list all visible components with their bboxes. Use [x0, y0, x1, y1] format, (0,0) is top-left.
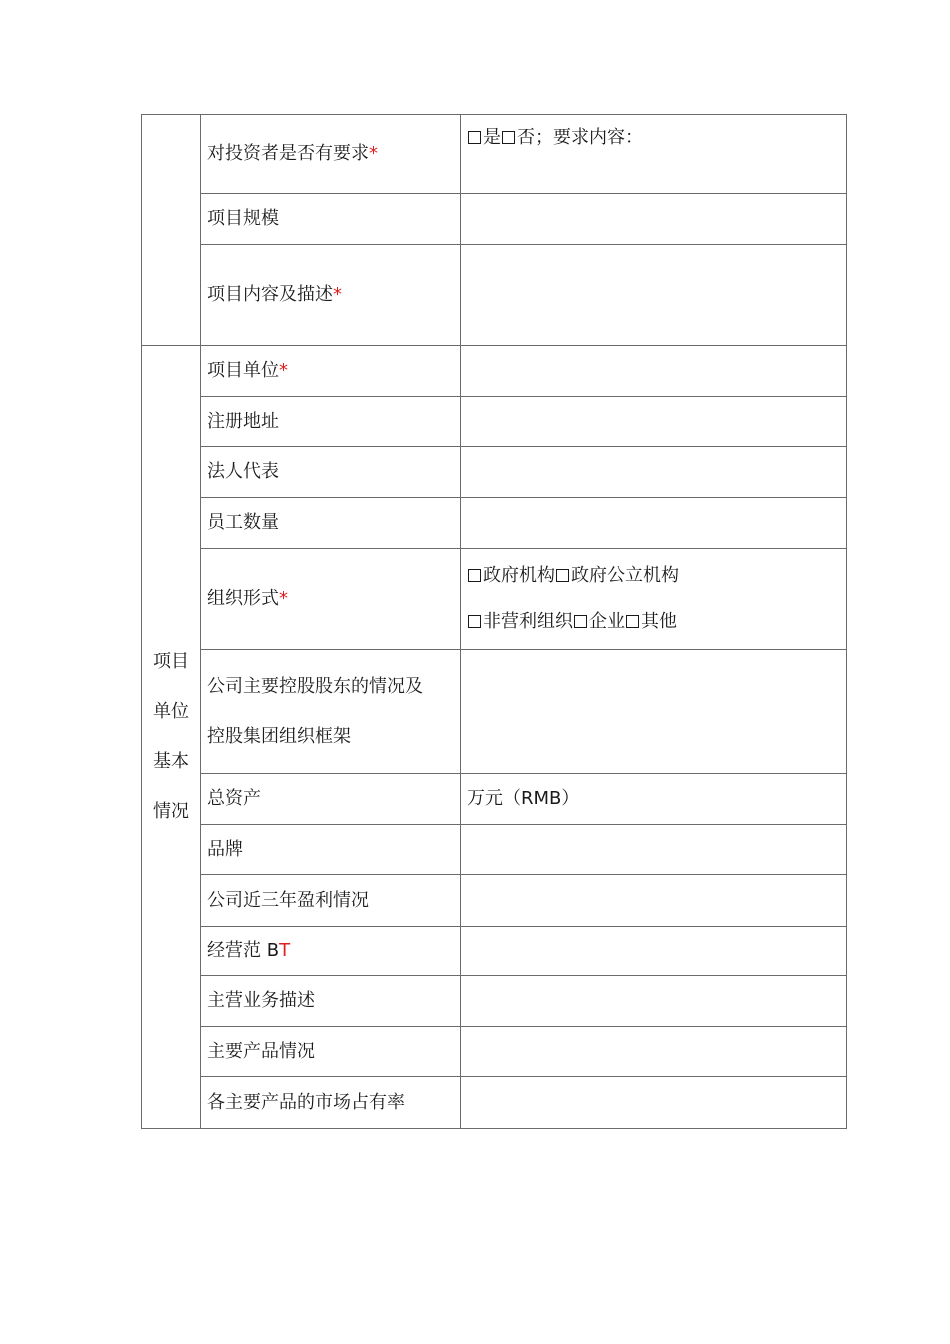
option-yes-label: 是 — [483, 127, 501, 148]
form-row-market-share — [142, 1077, 847, 1129]
input-shareholders[interactable] — [461, 650, 847, 774]
registered-address-label: 注册地址 — [207, 410, 279, 432]
label-cell-project-content — [201, 245, 461, 346]
section-title-cell — [142, 346, 201, 1129]
form-row-shareholders — [142, 650, 847, 774]
label-cell-project-unit — [201, 346, 461, 397]
form-row-registered-address — [142, 397, 847, 447]
form-row-project-scale — [142, 194, 847, 245]
option-nonprofit: 非营利组织 — [483, 611, 573, 632]
input-registered-address[interactable] — [461, 397, 847, 447]
input-business-scope[interactable] — [461, 927, 847, 976]
form-row-main-business — [142, 976, 847, 1027]
section-cell-blank — [142, 115, 201, 346]
form-row-employee-count — [142, 498, 847, 549]
market-share-label: 各主要产品的市场占有率 — [207, 1091, 405, 1113]
section-title-line: 项目 — [153, 651, 189, 672]
total-assets-unit: 万元（RMB） — [467, 788, 580, 810]
value-cell-investor-requirements — [461, 115, 847, 194]
label-cell-legal-representative — [201, 447, 461, 498]
shareholders-label-line1: 公司主要控股股东的情况及 — [207, 675, 423, 697]
checkbox-government-agency[interactable] — [468, 569, 481, 582]
label-cell-investor-requirements — [201, 115, 461, 194]
project-info-form-table — [141, 114, 847, 1129]
form-row-project-unit — [142, 346, 847, 397]
form-row-project-content — [142, 245, 847, 346]
project-content-label: 项目内容及描述 — [207, 284, 333, 306]
option-government-agency: 政府机构 — [483, 565, 555, 586]
input-total-assets[interactable] — [461, 774, 847, 825]
organization-options-line — [467, 553, 846, 599]
label-cell-employee-count — [201, 498, 461, 549]
input-project-unit[interactable] — [461, 346, 847, 397]
input-employee-count[interactable] — [461, 498, 847, 549]
option-public-institution: 政府公立机构 — [571, 565, 679, 586]
input-profit[interactable] — [461, 875, 847, 927]
brand-label: 品牌 — [207, 838, 243, 860]
section-title-line: 单位 — [153, 701, 189, 722]
project-unit-label: 项目单位 — [207, 360, 279, 382]
label-cell-business-scope — [201, 927, 461, 976]
input-brand[interactable] — [461, 825, 847, 875]
input-main-business[interactable] — [461, 976, 847, 1027]
shareholders-label-line2: 控股集团组织框架 — [207, 725, 351, 747]
form-row-business-scope — [142, 927, 847, 976]
label-cell-registered-address — [201, 397, 461, 447]
form-row-brand — [142, 825, 847, 875]
legal-representative-label: 法人代表 — [207, 461, 279, 483]
required-asterisk: * — [369, 143, 378, 165]
employee-count-label: 员工数量 — [207, 512, 279, 534]
required-asterisk: * — [333, 284, 342, 306]
label-cell-total-assets — [201, 774, 461, 825]
business-scope-label-red: T — [279, 940, 291, 962]
input-project-scale[interactable] — [461, 194, 847, 245]
project-scale-label: 项目规模 — [207, 208, 279, 230]
checkbox-yes[interactable] — [468, 131, 481, 144]
required-asterisk: * — [279, 360, 288, 382]
option-no-label: 否；要求内容： — [517, 127, 643, 148]
input-project-content[interactable] — [461, 245, 847, 346]
checkbox-nonprofit[interactable] — [468, 615, 481, 628]
profit-label: 公司近三年盈利情况 — [207, 889, 369, 911]
form-row-organization-form — [142, 549, 847, 650]
main-products-label: 主要产品情况 — [207, 1040, 315, 1062]
checkbox-public-institution[interactable] — [556, 569, 569, 582]
form-row-total-assets — [142, 774, 847, 825]
checkbox-other[interactable] — [626, 615, 639, 628]
label-cell-main-products — [201, 1027, 461, 1077]
checkbox-no[interactable] — [502, 131, 515, 144]
business-scope-label: 经营范 B — [207, 940, 280, 962]
investor-requirements-label: 对投资者是否有要求 — [207, 143, 369, 165]
input-market-share[interactable] — [461, 1077, 847, 1129]
section-title-line: 情况 — [153, 801, 189, 822]
value-cell-organization-form — [461, 549, 847, 650]
label-cell-brand — [201, 825, 461, 875]
form-row-legal-representative — [142, 447, 847, 498]
input-main-products[interactable] — [461, 1027, 847, 1077]
total-assets-label: 总资产 — [207, 788, 261, 810]
organization-form-label: 组织形式 — [207, 588, 279, 610]
label-cell-market-share — [201, 1077, 461, 1129]
label-cell-organization-form — [201, 549, 461, 650]
main-business-label: 主营业务描述 — [207, 990, 315, 1012]
label-cell-shareholders — [201, 650, 461, 774]
section-title-line: 基本 — [153, 751, 189, 772]
option-enterprise: 企业 — [589, 611, 625, 632]
form-row-investor-requirements — [142, 115, 847, 194]
label-cell-profit — [201, 875, 461, 927]
label-cell-main-business — [201, 976, 461, 1027]
required-asterisk: * — [279, 588, 288, 610]
option-other: 其他 — [641, 611, 677, 632]
label-cell-project-scale — [201, 194, 461, 245]
input-legal-representative[interactable] — [461, 447, 847, 498]
organization-options-line — [467, 599, 846, 645]
form-row-main-products — [142, 1027, 847, 1077]
section-title — [153, 637, 189, 837]
checkbox-enterprise[interactable] — [574, 615, 587, 628]
form-row-profit — [142, 875, 847, 927]
